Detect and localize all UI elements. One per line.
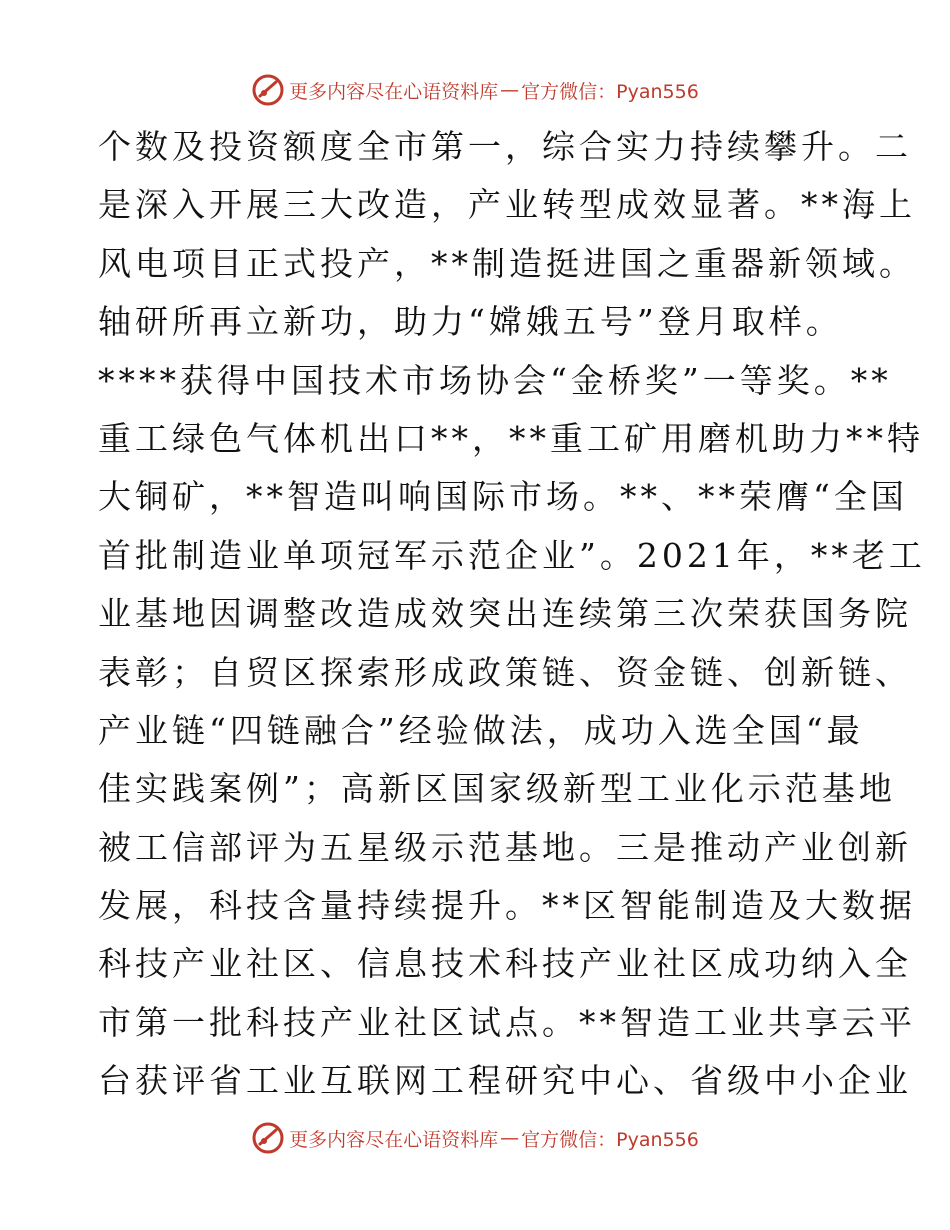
banner-text: 更多内容尽在心语资料库	[289, 1128, 499, 1151]
brand-logo-icon	[251, 1121, 285, 1155]
body-line: 被工信部评为五星级示范基地。三是推动产业创新	[98, 827, 912, 867]
body-line: 是深入开展三大改造，产业转型成效显著。**海上	[98, 185, 916, 225]
body-line: 发展，科技含量持续提升。**区智能制造及大数据	[98, 886, 916, 926]
body-line: 表彰；自贸区探索形成政策链、资金链、创新链、	[98, 652, 912, 692]
document-body	[98, 118, 926, 1111]
banner-contact: 官方微信：Pyan556	[521, 1128, 699, 1151]
body-line: 轴研所再立新功，助力“嫦娥五号”登月取样。	[98, 302, 843, 342]
banner-text: 更多内容尽在心语资料库	[289, 80, 499, 103]
body-line: ****获得中国技术市场协会“金桥奖”一等奖。**	[98, 360, 892, 400]
brand-logo-icon	[251, 73, 285, 107]
banner-separator: —	[500, 79, 520, 101]
body-line: 科技产业社区、信息技术科技产业社区成功纳入全	[98, 944, 912, 984]
body-line: 产业链“四链融合”经验做法，成功入选全国“最	[98, 710, 864, 750]
footer-watermark-banner	[0, 1118, 950, 1158]
body-line: 佳实践案例”；高新区国家级新型工业化示范基地	[98, 769, 896, 809]
body-line: 市第一批科技产业社区试点。**智造工业共享云平	[98, 1002, 916, 1042]
body-line: 台获评省工业互联网工程研究中心、省级中小企业	[98, 1061, 912, 1101]
body-line: 个数及投资额度全市第一，综合实力持续攀升。二	[98, 127, 912, 166]
body-line: 业基地因调整改造成效突出连续第三次荣获国务院	[98, 594, 912, 634]
banner-contact: 官方微信：Pyan556	[521, 80, 699, 103]
body-line: 风电项目正式投产，**制造挺进国之重器新领域。	[98, 243, 916, 283]
banner-separator: —	[500, 1127, 520, 1149]
body-line: 首批制造业单项冠军示范企业”。2021年，**老工	[98, 535, 926, 575]
header-watermark-banner	[0, 70, 950, 110]
body-line: 大铜矿，**智造叫响国际市场。**、**荣膺“全国	[98, 477, 908, 517]
body-line: 重工绿色气体机出口**，**重工矿用磨机助力**特	[98, 418, 924, 458]
